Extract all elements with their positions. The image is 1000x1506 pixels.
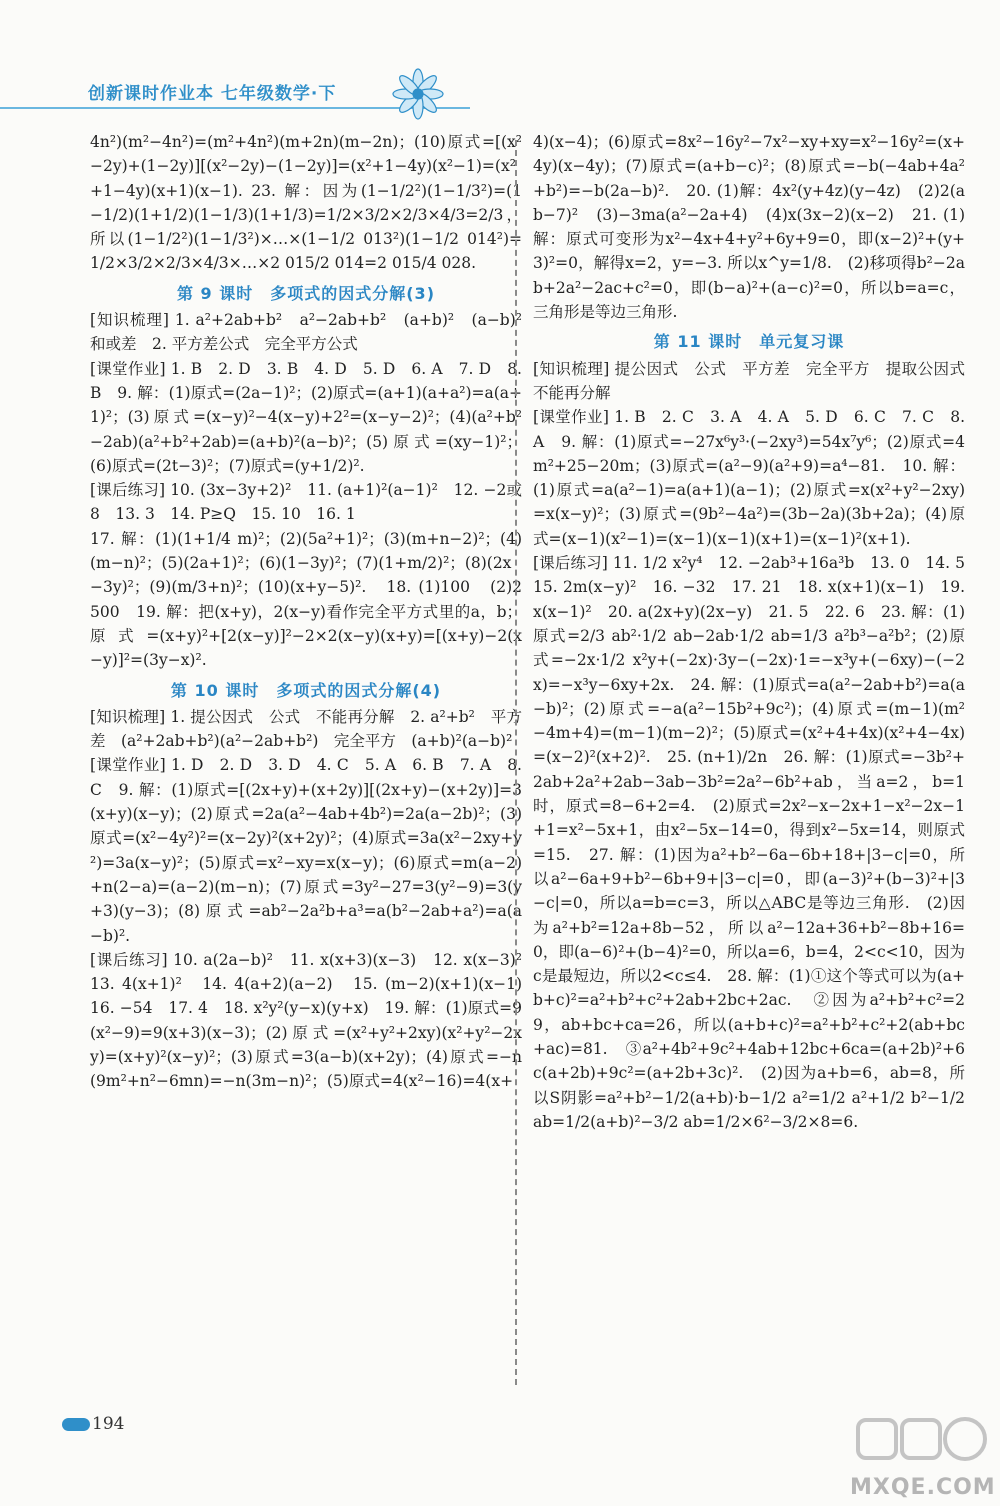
answer-paragraph: [知识梳理] 提公因式 公式 平方差 完全平方 提取公因式 不能再分解 [533, 359, 981, 402]
page-number: 194 [92, 1414, 125, 1434]
answer-paragraph: 4n²)(m²−4n²)=(m²+4n²)(m+2n)(m−2n)；(10)原式=[(x²−2y)+(1−2y)][(x²−2y)−(1−2y)]=(x²+1−4y)(x²−1)=(x²+1−4y)(x+1)(x−1). 23. 解：因为(1−1/2²)(1−1/3²)=(1−1/2)(1+1/2)(1−1/3)(1+1/3)=1/2×3/2×2/3×4/3=2/3，所以(1−1/2²)(1−1/3²)×…×(1−1/2 013²)(1−1/2 014²)=1/2×3/2×2/3×4/3×…×2 015/2 014=2 015/4 028. [90, 133, 522, 273]
answer-paragraph: [课后练习] 10. a(2a−b)² 11. x(x+3)(x−3) 12. x(x−3)² 13. 4(x+1)² 14. 4(a+2)(a−2) 15. (m−2)(x+1)(x−1) 16. −54 17. 4 18. x²y²(y−x)(y+x) 19. 解：(1)原式=9(x²−9)=9(x+3)(x−3)；(2)原式=(x²+y²+2xy)(x²+y²−2xy)=(x+y)²(x−y)²；(3)原式=3(a−b)(x+2y)；(4)原式=−n(9m²+n²−6mn)=−n(3m−n)²；(5)原式=4(x²−16)=4(x+ [90, 950, 538, 1091]
answer-paragraph: 17. 解：(1)(1+1/4 m)²；(2)(5a²+1)²；(3)(m+n−2)²；(4)(m−n)²；(5)(2a+1)²；(6)(1−3y)²；(7)(1+m/2)²；(8)(2x−3y)²；(9)(m/3+n)²；(10)(x+y−5)². 18. (1)100 (2)2 500 19. 解：把(x+y)，2(x−y)看作完全平方式里的a，b；原式=(x+y)²+[2(x−y)]²−2×2(x−y)(x+y)=[(x+y)−2(x−y)]²=(3y−x)². [90, 529, 522, 670]
flower-decoration-icon [390, 66, 446, 122]
book-title: 创新课时作业本 七年级数学·下 [88, 84, 337, 104]
right-column [533, 130, 981, 1134]
answer-paragraph: [课堂作业] 1. B 2. D 3. B 4. D 5. D 6. A 7. D 8. B 9. 解：(1)原式=(2a−1)²；(2)原式=(a+1)(a+a²)=a(a+1)²；(3)原式=(x−y)²−4(x−y)+2²=(x−y−2)²；(4)(a²+b²−2ab)(a²+b²+2ab)=(a+b)²(a−b)²；(5)原式=(xy−1)²；(6)原式=(2t−3)²；(7)原式=(y+1/2)². [90, 359, 522, 475]
watermark-text: MXQE.COM [850, 1475, 996, 1500]
section-heading: 第 9 课时 多项式的因式分解(3) [176, 283, 436, 303]
section-heading: 第 11 课时 单元复习课 [653, 332, 845, 352]
answer-paragraph: [课堂作业] 1. B 2. C 3. A 4. A 5. D 6. C 7. C 8. A 9. 解：(1)原式=−27x⁶y³·(−2xy³)=54x⁷y⁶；(2)原式=4m²+25−20m；(3)原式=(a²−9)(a²+9)=a⁴−81. 10. 解：(1)原式=a(a²−1)=a(a+1)(a−1)；(2)原式=x(x²+y²−2xy)=x(x−y)²；(3)原式=(9b²−4a²)=(3b−2a)(3b+2a)；(4)原式=(x−1)(x²−1)=(x−1)(x−1)(x+1)=(x−1)²(x+1). [533, 408, 965, 548]
answer-paragraph: [知识梳理] 1. a²+2ab+b² a²−2ab+b² (a+b)² (a−b)² 和或差 2. 平方差公式 完全平方公式 [90, 311, 538, 354]
left-column [90, 130, 538, 1094]
column-divider [515, 140, 517, 1385]
section-heading: 第 10 课时 多项式的因式分解(4) [170, 680, 442, 700]
answer-paragraph: [课后练习] 10. (3x−3y+2)² 11. (a+1)²(a−1)² 12. −2或8 13. 3 14. P≥Q 15. 10 16. 1 [90, 481, 522, 524]
page-marker-icon [62, 1418, 90, 1431]
answer-paragraph: [课后练习] 11. 1/2 x²y⁴ 12. −2ab³+16a³b 13. 0 14. 5 15. 2m(x−y)² 16. −32 17. 21 18. x(x+1)(x−1) 19. x(x−1)² 20. a(2x+y)(2x−y) 21. 5 22. 6 23. 解：(1)原式=2/3 ab²·1/2 ab−2ab·1/2 ab=1/3 a²b³−a²b²；(2)原式=−2x·1/2 x²y+(−2x)·3y−(−2x)·1=−x³y+(−6xy)−(−2x)=−x³y−6xy+2x. 24. 解：(1)原式=a(a²−2ab+b²)=a(a−b)²；(2)原式=−a(a²−15b²+9c²)；(4)原式=(m−1)(m²−4m+4)=(m−1)(m−2)²；(5)原式=(x²+4+4x)(x²+4−4x)=(x−2)²(x+2)². 25. (n+1)/2n 26. 解：(1)原式=−3b²+2ab+2a²+2ab−3ab−3b²=2a²−6b²+ab，当a=2，b=1时，原式=8−6+2=4. (2)原式=2x²−x−2x+1−x²−2x−1+1=x²−5x+1，由x²−5x−14=0，得到x²−5x=14，则原式=15. 27. 解：(1)因为a²+b²−6a−6b+18+|3−c|=0，所以a²−6a+9+b²−6b+9+|3−c|=0，即(a−3)²+(b−3)²+|3−c|=0，所以a=b=c=3，所以△ABC是等边三角形. (2)因为a²+b²=12a+8b−52，所以a²−12a+36+b²−8b+16=0，即(a−6)²+(b−4)²=0，所以a=6，b=4，2<c<10，因为c是最短边，所以2<c≤4. 28. 解：(1)①这个等式可以为(a+b+c)²=a²+b²+c²+2ab+2bc+2ac. ②因为a²+b²+c²=29，ab+bc+ca=26，所以(a+b+c)²=a²+b²+c²+2(ab+bc+ac)=81. ③a²+4b²+9c²+4ab+12bc+6ca=(a+2b)²+6c(a+2b)+9c²=(a+2b+3c)². (2)因为a+b=6，ab=8，所以S阴影=a²+b²−1/2(a+b)·b−1/2 a²=1/2 a²+1/2 b²−1/2 ab=1/2(a+b)²−3/2 ab=1/2×6²−3/2×8=6. [533, 554, 981, 1131]
answer-paragraph: 4)(x−4)；(6)原式=8x²−16y²−7x²−xy+xy=x²−16y²=(x+4y)(x−4y)；(7)原式=(a+b−c)²；(8)原式=−b(−4ab+4a²+b²)=−b(2a−b)². 20. (1)解：4x²(y+4z)(y−4z) (2)2(ab−7)² (3)−3ma(a²−2a+4) (4)x(3x−2)(x−2) 21. (1)解：原式可变形为x²−4x+4+y²+6y+9=0，即(x−2)²+(y+3)²=0，解得x=2，y=−3. 所以x^y=1/8. (2)移项得b²−2ab+2a²−2ac+c²=0，即(b−a)²+(a−c)²=0，所以b=a=c，三角形是等边三角形. [533, 133, 965, 322]
answer-paragraph: [课堂作业] 1. D 2. D 3. D 4. C 5. A 6. B 7. A 8. C 9. 解：(1)原式=[(2x+y)+(x+2y)][(2x+y)−(x+2y)]=3(x+y)(x−y)；(2)原式=2a(a²−4ab+4b²)=2a(a−2b)²；(3)原式=(x²−4y²)²=(x−2y)²(x+2y)²；(4)原式=3a(x²−2xy+y²)=3a(x−y)²；(5)原式=x²−xy=x(x−y)；(6)原式=m(a−2)+n(2−a)=(a−2)(m−n)；(7)原式=3y²−27=3(y²−9)=3(y+3)(y−3)；(8)原式=ab²−2a²b+a³=a(b²−2ab+a²)=a(a−b)². [90, 756, 522, 945]
answer-paragraph: [知识梳理] 1. 提公因式 公式 不能再分解 2. a²+b² 平方差 (a²+2ab+b²)(a²−2ab+b²) 完全平方 (a+b)²(a−b)² [90, 707, 522, 751]
